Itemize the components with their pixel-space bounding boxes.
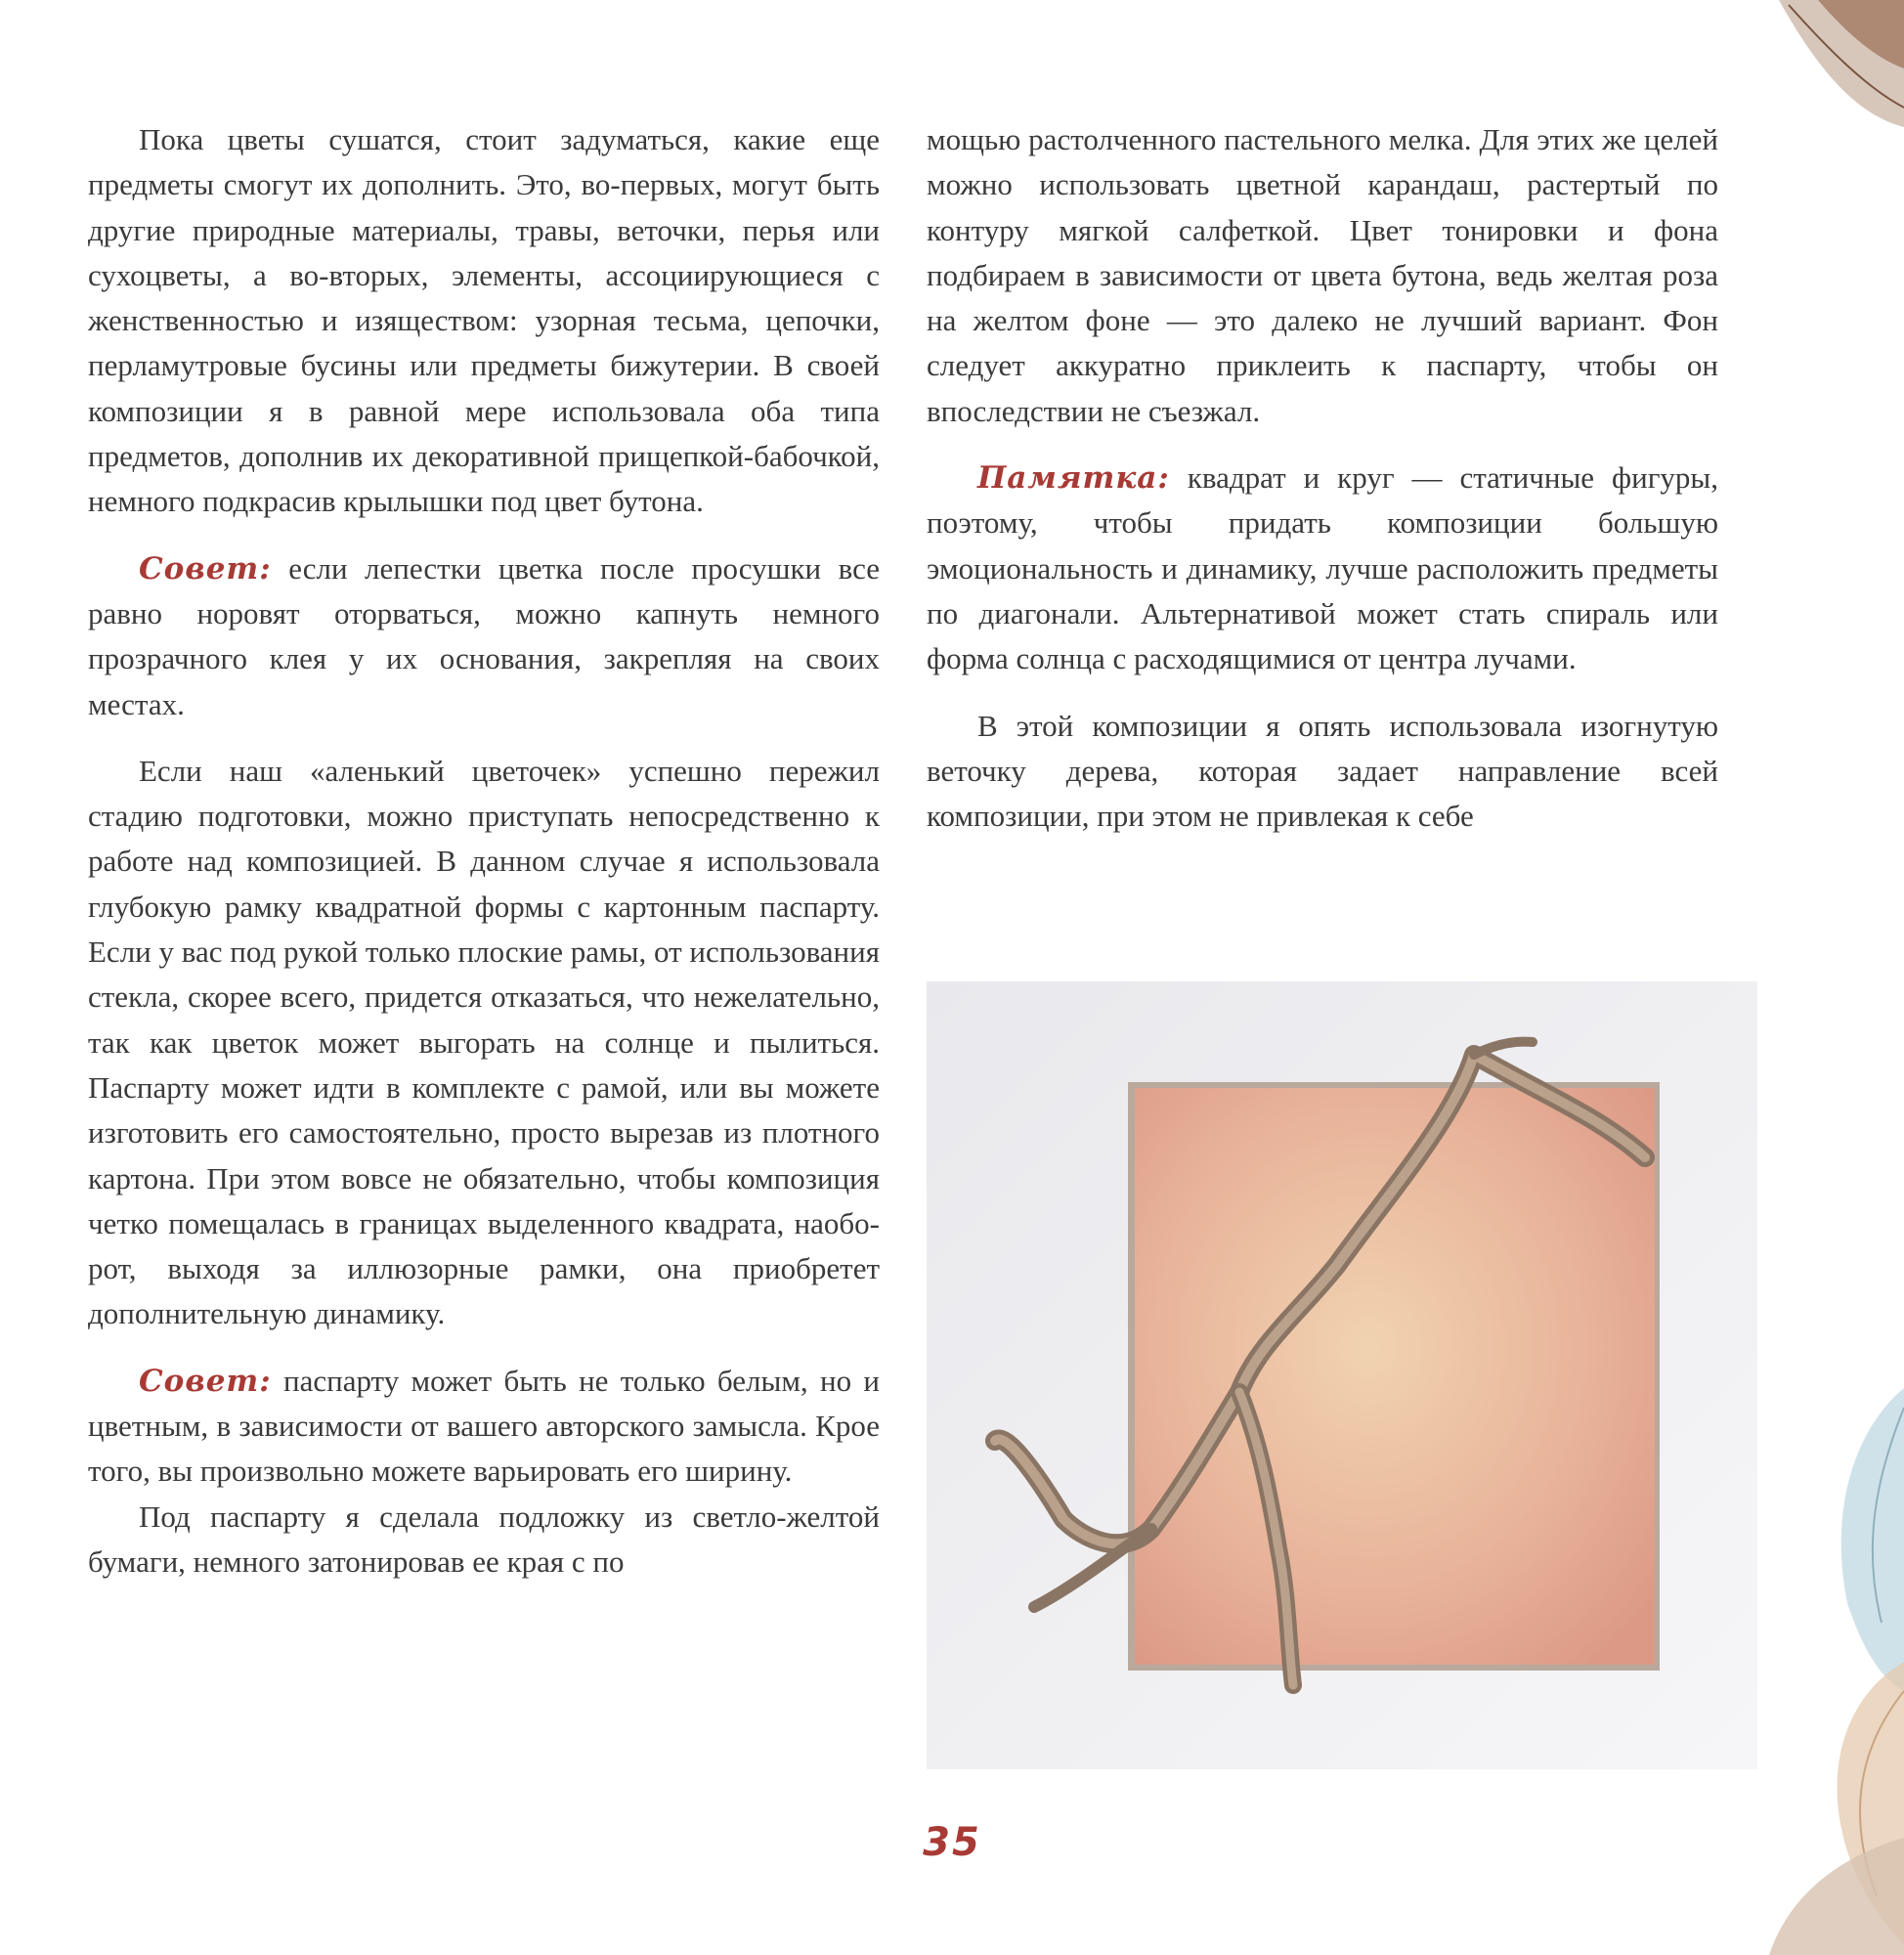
paragraph: Пока цветы сушатся, стоит задуматься, какие еще предметы смогут их дополнить. Это, во-первых, могут быть другие природные материалы, травы, веточки, перья или сухоцветы, а во-вторых, элементы, ассоциирующиеся с женственностью и изяществом: узорная тесьма, цепочки, перламутровые бусины или предметы бижутерии. В своей композиции я в равной мере использовала оба типа предметов, дополнив их декоративной прищепкой-бабочкой, немного подкрасив крылышки под цвет бутона. [88, 122, 880, 519]
tip-text: если лепестки цветка после просушки все равно норовят оторваться, можно капнуть немного прозрачного клея у их основания, закрепляя на своих местах. [88, 550, 880, 721]
right-text-column [927, 117, 1718, 839]
tip-label: Совет: [139, 550, 272, 586]
page-number: 35 [923, 1820, 981, 1865]
memo-label: Памятка: [977, 460, 1170, 497]
paragraph: Под паспарту я сделала подложку из светло-желтой бумаги, немного затонировав ее края с по [88, 1499, 880, 1579]
paragraph: Если наш «аленький цветочек» успешно пережил стадию подготовки, можно приступать непосредственно к работе над композицией. В данном случае я использовала глубокую рамку квадратной формы с картонным паспарту. Если у вас под рукой только плоские рамы, от использования стекла, скорее всего, придется отказаться, что нежелательно, так как цветок может выгорать на солнце и пылиться. Паспарту может идти в комплекте с рамой, или вы можете изготовить его самостоятельно, просто вырезав из плотного картона. При этом вовсе не обязательно, чтобы композиция четко помещалась в границах выделенного квадрата, наоборот, выходя за иллюзорные рамки, она приобретет дополнительную динамику. [88, 753, 880, 1331]
memo-text: квадрат и круг — статичные фигуры, поэтому, чтобы придать композиции большую эмоциональность и динамику, лучше расположить предметы по диагонали. Альтернативой может стать спираль или форма солнца с расходящимися от центра лучами. [927, 460, 1718, 676]
left-text-column [88, 117, 880, 1585]
leaf-top-right-decoration [1759, 0, 1904, 137]
memo-paragraph [927, 456, 1718, 681]
tip-text: паспарту может быть не только белым, но и цветным, в зависимости от вашего авторского замысла. Крое того, вы произвольно можете варьировать его ширину. [88, 1363, 880, 1489]
branch-composition-photo [927, 981, 1757, 1769]
tip-paragraph [88, 1359, 880, 1495]
tip-paragraph [88, 546, 880, 727]
paragraph: мощью растолченного пастельного мелка. Для этих же целей можно использовать цветной карандаш, растертый по контуру мягкой салфеткой. Цвет тонировки и фона подбираем в зависимости от цвета бутона, ведь желтая роза на желтом фоне — это далеко не лучший вариант. Фон следует аккуратно приклеить к паспарту, чтобы он впоследствии не съезжал. [927, 122, 1718, 428]
leaf-bottom-right-decoration [1750, 1368, 1904, 1955]
paragraph: В этой композиции я опять использовала изогнутую веточку дерева, которая задает направление всей композиции, при этом не привлекая к себе [927, 708, 1718, 834]
tip-label: Совет: [139, 1363, 272, 1399]
